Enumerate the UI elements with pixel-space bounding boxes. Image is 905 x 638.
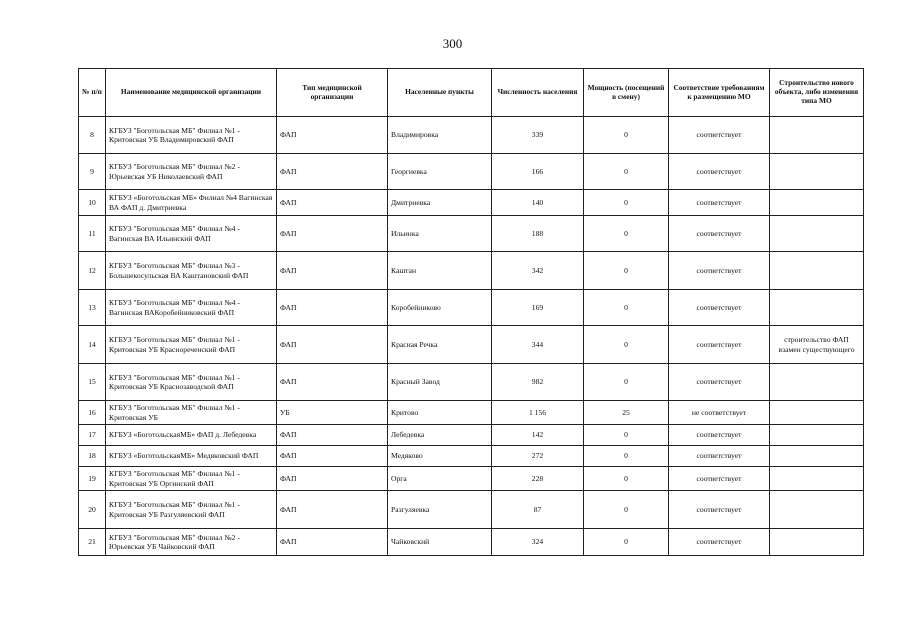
organization-name: КГБУЗ "Боготольская МБ" Филиал №2 - Юрьевская УБ Николаевский ФАП [106,154,277,190]
population: 166 [492,154,584,190]
organization-type: ФАП [277,290,388,326]
population: 188 [492,216,584,252]
new-object [770,467,864,491]
organization-type: ФАП [277,467,388,491]
header-cell: Тип медицинской организации [277,69,388,117]
new-object [770,290,864,326]
organization-name: КГБУЗ «БоготольскаяМБ» Медяковский ФАП [106,446,277,467]
new-object [770,425,864,446]
settlement: Ильинка [388,216,492,252]
organization-type: ФАП [277,154,388,190]
capacity: 0 [584,290,669,326]
compliance: соответствует [669,326,770,364]
population: 140 [492,190,584,216]
compliance: соответствует [669,190,770,216]
row-number: 16 [79,401,106,425]
population: 344 [492,326,584,364]
capacity: 0 [584,364,669,401]
header-cell: Наименование медицинской организации [106,69,277,117]
row-number: 8 [79,117,106,154]
population: 342 [492,252,584,290]
capacity: 0 [584,154,669,190]
organization-name: КГБУЗ «Боготольская МБ» Филиал №4 Вагинская ВА ФАП д. Дмитриевка [106,190,277,216]
organization-name: КГБУЗ "Боготольская МБ" Филиал №2 - Юрьевская УБ Чайковский ФАП [106,529,277,556]
header-cell: Населенные пункты [388,69,492,117]
organization-name: КГБУЗ "Боготольская МБ" Филиал №1 - Критовская УБ Разгуляевский ФАП [106,491,277,529]
page-number: 300 [442,36,463,51]
settlement: Красный Завод [388,364,492,401]
table-row [79,252,864,290]
organization-name: КГБУЗ "Боготольская МБ" Филиал №1 - Критовская УБ Оргинский ФАП [106,467,277,491]
organization-type: ФАП [277,446,388,467]
table-row [79,425,864,446]
table-row [79,364,864,401]
population: 142 [492,425,584,446]
new-object [770,529,864,556]
capacity: 0 [584,446,669,467]
new-object [770,491,864,529]
settlement: Разгуляевка [388,491,492,529]
row-number: 15 [79,364,106,401]
organization-name: КГБУЗ "Боготольская МБ" Филиал №3 - Большекосульская ВА Каштановский ФАП [106,252,277,290]
capacity: 0 [584,326,669,364]
compliance: соответствует [669,446,770,467]
organization-name: КГБУЗ «БоготольскаяМБ» ФАП д. Лебедевка [106,425,277,446]
compliance: соответствует [669,290,770,326]
organization-type: ФАП [277,216,388,252]
compliance: не соответствует [669,401,770,425]
population: 87 [492,491,584,529]
settlement: Лебедевка [388,425,492,446]
new-object [770,190,864,216]
new-object [770,252,864,290]
table-row [79,216,864,252]
row-number: 10 [79,190,106,216]
population: 228 [492,467,584,491]
capacity: 0 [584,467,669,491]
header-cell: Мощность (посещений в смену) [584,69,669,117]
capacity: 0 [584,190,669,216]
new-object [770,401,864,425]
organization-type: ФАП [277,425,388,446]
capacity: 0 [584,252,669,290]
organization-type: ФАП [277,190,388,216]
settlement: Владимировка [388,117,492,154]
population: 339 [492,117,584,154]
row-number: 14 [79,326,106,364]
settlement: Чайковский [388,529,492,556]
capacity: 0 [584,216,669,252]
organization-type: ФАП [277,252,388,290]
table-row [79,117,864,154]
table-row [79,154,864,190]
table-row [79,326,864,364]
settlement: Орга [388,467,492,491]
new-object [770,446,864,467]
table-row [79,491,864,529]
organization-name: КГБУЗ "Боготольская МБ" Филиал №1 - Критовская УБ Краснозаводской ФАП [106,364,277,401]
settlement: Каштан [388,252,492,290]
capacity: 25 [584,401,669,425]
settlement: Медяково [388,446,492,467]
compliance: соответствует [669,154,770,190]
organization-type: УБ [277,401,388,425]
row-number: 20 [79,491,106,529]
table-header-row [79,69,864,117]
organization-name: КГБУЗ "Боготольская МБ" Филиал №1 - Критовская УБ Краснореченский ФАП [106,326,277,364]
new-object [770,364,864,401]
settlement: Критово [388,401,492,425]
capacity: 0 [584,529,669,556]
population: 982 [492,364,584,401]
compliance: соответствует [669,364,770,401]
compliance: соответствует [669,529,770,556]
table-row [79,446,864,467]
capacity: 0 [584,117,669,154]
settlement: Коробейниково [388,290,492,326]
table-row [79,290,864,326]
organization-name: КГБУЗ "Боготольская МБ" Филиал №1 - Критовская УБ [106,401,277,425]
compliance: соответствует [669,216,770,252]
population: 169 [492,290,584,326]
header-cell: Строительство нового объекта, либо изменения типа МО [770,69,864,117]
compliance: соответствует [669,491,770,529]
new-object [770,117,864,154]
header-cell: № п/п [79,69,106,117]
table-row [79,401,864,425]
settlement: Георгиевка [388,154,492,190]
settlement: Красная Речка [388,326,492,364]
row-number: 9 [79,154,106,190]
population: 272 [492,446,584,467]
row-number: 13 [79,290,106,326]
compliance: соответствует [669,117,770,154]
new-object [770,154,864,190]
compliance: соответствует [669,425,770,446]
row-number: 21 [79,529,106,556]
row-number: 18 [79,446,106,467]
new-object: строительство ФАП взамен существующего [770,326,864,364]
organization-type: ФАП [277,326,388,364]
settlement: Дмитриевка [388,190,492,216]
population: 324 [492,529,584,556]
population: 1 156 [492,401,584,425]
organization-type: ФАП [277,491,388,529]
row-number: 11 [79,216,106,252]
row-number: 17 [79,425,106,446]
new-object [770,216,864,252]
row-number: 19 [79,467,106,491]
table-row [79,467,864,491]
row-number: 12 [79,252,106,290]
header-cell: Соответствие требованиям к размещению МО [669,69,770,117]
organization-name: КГБУЗ "Боготольская МБ" Филиал №1 - Критовская УБ Владимировский ФАП [106,117,277,154]
compliance: соответствует [669,252,770,290]
organization-type: ФАП [277,117,388,154]
header-cell: Численность населения [492,69,584,117]
organization-name: КГБУЗ "Боготольская МБ" Филиал №4 - Вагинская ВА Ильинский ФАП [106,216,277,252]
table-row [79,529,864,556]
organization-type: ФАП [277,529,388,556]
organization-type: ФАП [277,364,388,401]
facilities-table [78,68,864,556]
compliance: соответствует [669,467,770,491]
table-row [79,190,864,216]
capacity: 0 [584,425,669,446]
capacity: 0 [584,491,669,529]
organization-name: КГБУЗ "Боготольская МБ" Филиал №4 - Вагинская ВАКоробейниковский ФАП [106,290,277,326]
